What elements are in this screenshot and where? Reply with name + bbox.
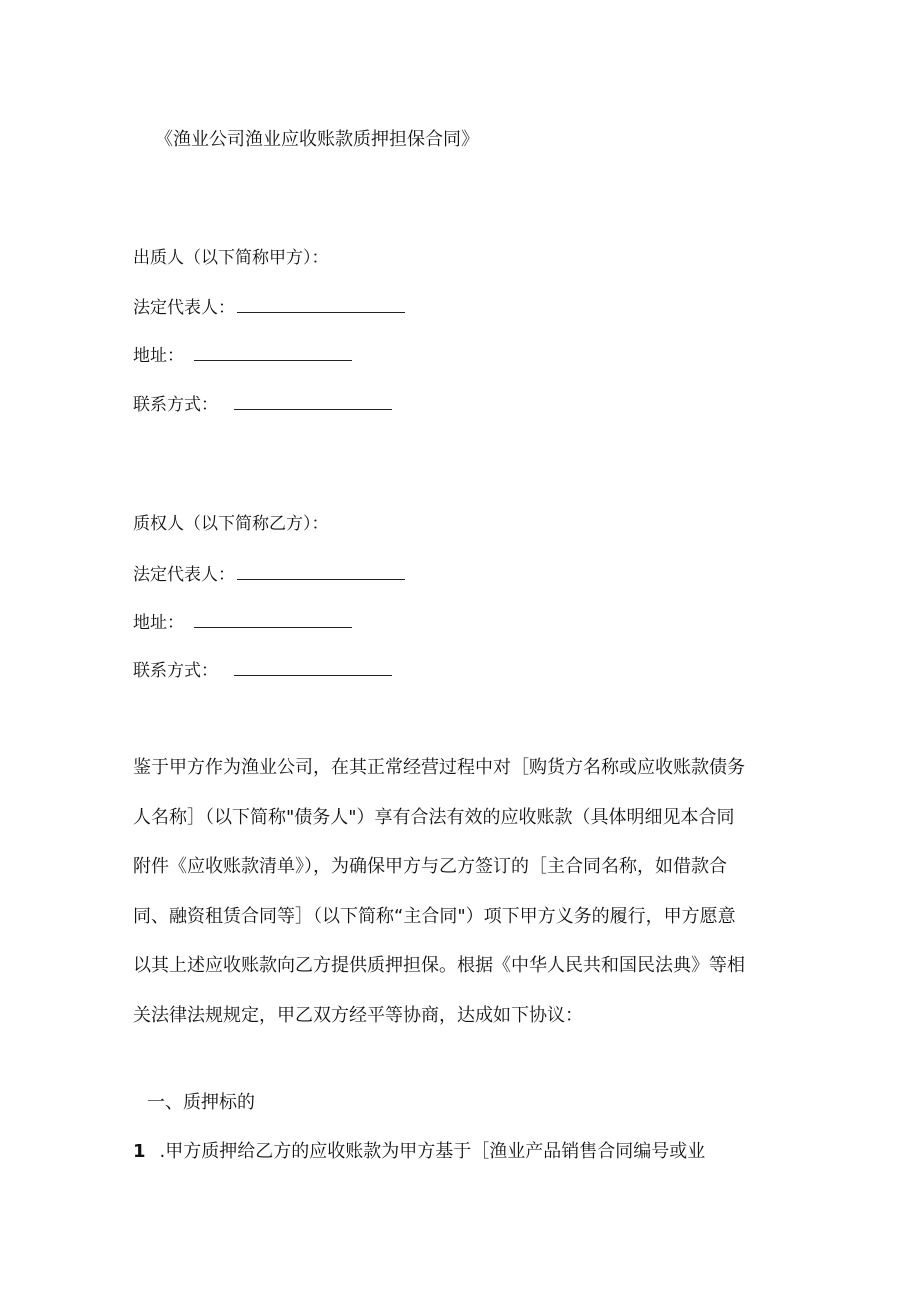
pledgor-address-blank xyxy=(194,342,352,361)
pledgor-contact-label: 联系方式： xyxy=(133,395,218,415)
pledgor-heading: 出质人（以下简称甲方）： xyxy=(133,248,329,268)
pledgor-address-label: 地址： xyxy=(133,346,184,366)
pledgee-address-blank xyxy=(194,609,352,628)
preamble-line: 关法律法规规定，甲乙双方经平等协商，达成如下协议： xyxy=(133,1004,583,1026)
preamble-line: 附件《应收账款清单》），为确保甲方与乙方签订的［主合同名称，如借款合 xyxy=(133,856,727,877)
pledgor-contact-blank xyxy=(234,391,392,410)
pledgee-contact-row xyxy=(133,657,392,683)
pledgee-address-label: 地址： xyxy=(133,613,184,633)
clause-text: .甲方质押给乙方的应收账款为甲方基于［渔业产品销售合同编号或业 xyxy=(159,1141,706,1162)
pledgor-legal-rep-row xyxy=(133,294,405,320)
preamble-line: 鉴于甲方作为渔业公司，在其正常经营过程中对［购货方名称或应收账款债务 xyxy=(133,757,745,778)
preamble-paragraph xyxy=(133,743,783,1040)
document-title: 《渔业公司渔业应收账款质押担保合同》 xyxy=(155,129,479,150)
pledgor-address-row xyxy=(133,342,352,368)
pledgor-contact-row xyxy=(133,391,392,417)
pledgee-contact-blank xyxy=(234,657,392,676)
pledgee-contact-label: 联系方式： xyxy=(133,661,218,681)
preamble-line: 同、融资租赁合同等］（以下简称“主合同"）项下甲方义务的履行，甲方愿意 xyxy=(133,905,736,927)
preamble-line: 以其上述应收账款向乙方提供质押担保。根据《中华人民共和国民法典》等相 xyxy=(133,955,745,976)
pledgor-legal-rep-blank xyxy=(237,294,405,313)
pledgor-legal-rep-label: 法定代表人： xyxy=(133,298,235,318)
clause-number: 1 xyxy=(133,1141,146,1162)
pledgee-legal-rep-blank xyxy=(237,561,405,580)
pledgee-address-row xyxy=(133,609,352,635)
preamble-line: 人名称］（以下简称"债务人"）享有合法有效的应收账款（具体明细见本合同 xyxy=(133,806,735,828)
clause-item xyxy=(133,1140,705,1164)
pledgee-legal-rep-label: 法定代表人： xyxy=(133,565,235,585)
section-heading: 一、质押标的 xyxy=(147,1092,255,1113)
pledgee-legal-rep-row xyxy=(133,561,405,587)
pledgee-heading: 质权人（以下简称乙方）： xyxy=(133,514,329,534)
